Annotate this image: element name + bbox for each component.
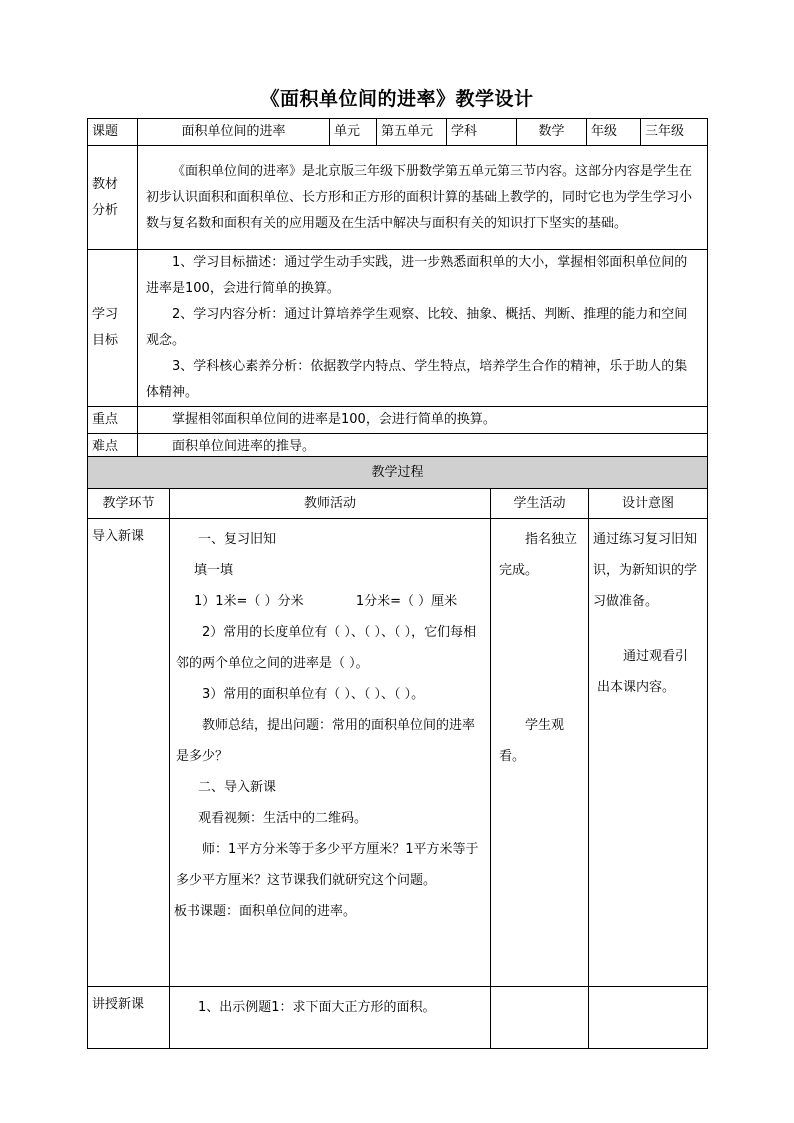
teacher-line-7: 二、导入新课 xyxy=(198,780,277,795)
zhongdian-row xyxy=(88,407,708,434)
col-intent: 设计意图 xyxy=(589,489,708,519)
process-table xyxy=(87,456,708,1049)
teacher-line-1: 一、复习旧知 xyxy=(198,532,277,547)
xueke-value: 数学 xyxy=(517,119,587,146)
jiaocai-label xyxy=(88,146,138,250)
process-column-header-row xyxy=(88,489,708,519)
mubiao-label-1: 学习 xyxy=(92,307,119,322)
keti-value: 面积单位间的进率 xyxy=(138,119,330,146)
nandian-text: 面积单位间进率的推导。 xyxy=(172,439,316,454)
teacher-line-6: 教师总结，提出问题：常用的面积单位间的进率是多少？ xyxy=(176,718,476,764)
stage-jiangshou: 讲授新课 xyxy=(88,987,170,1049)
jiaocai-text-cell xyxy=(138,146,708,250)
jiaocai-label-2: 分析 xyxy=(92,202,119,218)
danyuan-label: 单元 xyxy=(330,119,377,146)
zhongdian-text-cell xyxy=(138,407,708,434)
keti-label: 课题 xyxy=(88,119,138,146)
zhongdian-text: 掌握相邻面积单位间的进率是100，会进行简单的换算。 xyxy=(172,412,496,427)
student-activity-daoru xyxy=(491,519,589,987)
mubiao-label-2: 目标 xyxy=(92,333,119,348)
teacher-line-4: 2）常用的长度单位有（ ）、（ ）、（ ），它们每相邻的两个单位之间的进率是（ ）。 xyxy=(176,625,477,671)
zhongdian-label: 重点 xyxy=(88,407,138,434)
teacher-line-jiangshou-1: 1、出示例题1：求下面大正方形的面积。 xyxy=(198,1000,436,1015)
mubiao-p1: 1、学习目标描述：通过学生动手实践，进一步熟悉面积单的大小，掌握相邻面积单位间的进率是100，会进行简单的换算。 xyxy=(146,255,688,296)
intent-jiangshou xyxy=(589,987,708,1049)
mubiao-p2: 2、学习内容分析：通过计算培养学生观察、比较、抽象、概括、判断、推理的能力和空间观念。 xyxy=(146,307,688,348)
teacher-line-2: 填一填 xyxy=(194,563,234,578)
teacher-line-3 xyxy=(174,586,486,617)
jiaocai-row xyxy=(88,146,708,250)
intent-line-2: 通过观看引出本课内容。 xyxy=(597,649,689,695)
nianji-label: 年级 xyxy=(587,119,641,146)
danyuan-value: 第五单元 xyxy=(377,119,447,146)
col-huanjie: 教学环节 xyxy=(88,489,170,519)
process-row-daoru xyxy=(88,519,708,987)
jiaocai-text: 《面积单位间的进率》是北京版三年级下册数学第五单元第三节内容。这部分内容是学生在初步认识面积和面积单位、长方形和正方形的面积计算的基础上教学的，同时它也为学生学习小数与复名数和面积有关的应用题及在生活中解决与面积有关的知识打下坚实的基础。 xyxy=(146,163,693,231)
col-teacher: 教师活动 xyxy=(170,489,491,519)
student-line-2: 学生观看。 xyxy=(499,718,565,764)
teacher-line-10: 板书课题：面积单位间的进率。 xyxy=(174,904,357,919)
header-row xyxy=(88,119,708,146)
col-student: 学生活动 xyxy=(491,489,589,519)
student-activity-jiangshou xyxy=(491,987,589,1049)
lesson-info-table xyxy=(87,118,708,461)
stage-daoru: 导入新课 xyxy=(88,519,170,987)
teacher-line-3b: 1分米=（ ）厘米 xyxy=(355,594,458,609)
process-row-jiangshou xyxy=(88,987,708,1049)
teacher-line-9: 师：1平方分米等于多少平方厘米？1平方米等于多少平方厘米？这节课我们就研究这个问题。 xyxy=(176,842,479,888)
jiaocai-label-1: 教材 xyxy=(92,176,119,192)
student-line-1: 指名独立完成。 xyxy=(499,532,578,578)
process-heading: 教学过程 xyxy=(88,457,708,489)
teacher-line-8: 观看视频：生活中的二维码。 xyxy=(198,811,368,826)
mubiao-label xyxy=(88,250,138,407)
process-heading-row xyxy=(88,457,708,489)
xueke-label: 学科 xyxy=(447,119,517,146)
nianji-value: 三年级 xyxy=(641,119,708,146)
mubiao-p3: 3、学科核心素养分析：依据教学内特点、学生特点，培养学生合作的精神，乐于助人的集体精神。 xyxy=(146,359,688,400)
intent-line-1: 通过练习复习旧知识，为新知识的学习做准备。 xyxy=(593,532,698,609)
mubiao-row xyxy=(88,250,708,407)
teacher-line-3a: 1）1米=（ ）分米 xyxy=(194,594,304,609)
mubiao-text-cell xyxy=(138,250,708,407)
teacher-line-5: 3）常用的面积单位有（ ）、（ ）、（ ）。 xyxy=(202,687,425,702)
intent-daoru xyxy=(589,519,708,987)
teacher-activity-jiangshou xyxy=(170,987,491,1049)
page-title: 《面积单位间的进率》教学设计 xyxy=(260,88,534,110)
teacher-activity-daoru xyxy=(170,519,491,987)
nandian-label: 难点 xyxy=(88,434,138,461)
